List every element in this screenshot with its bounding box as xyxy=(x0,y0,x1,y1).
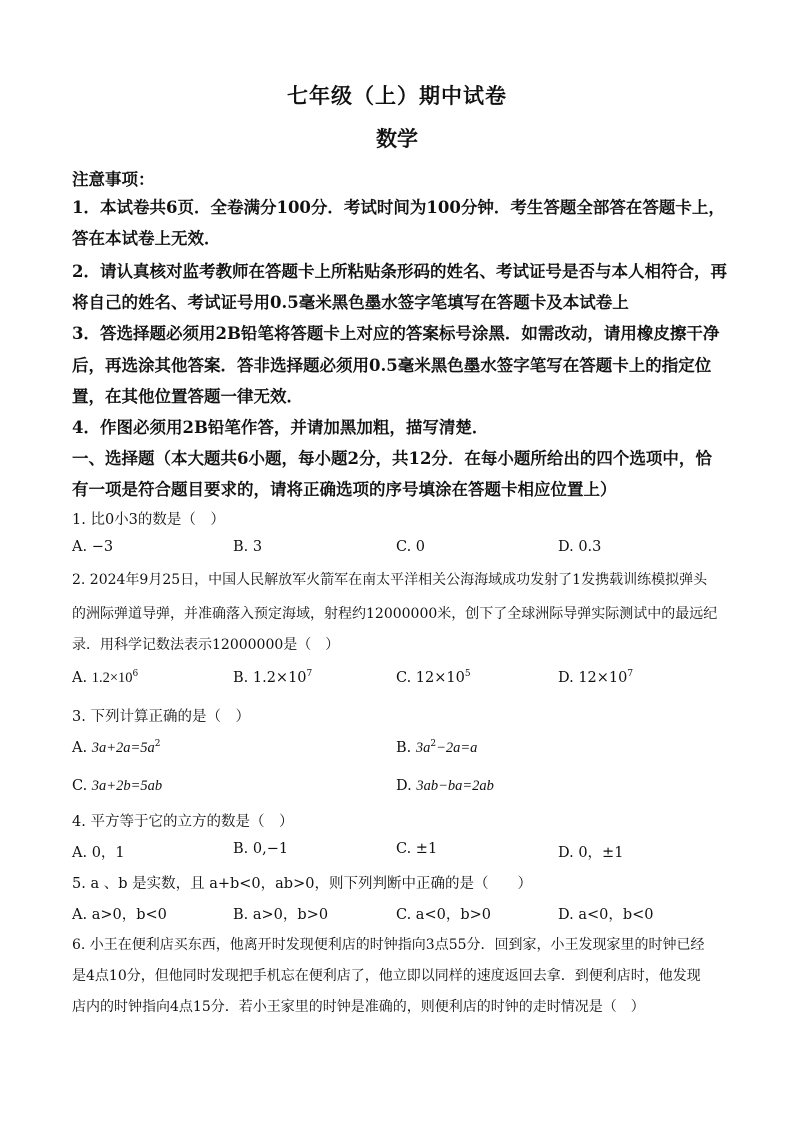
question-2-stem: 2. 2024年9月25日，中国人民解放军火箭军在南太平洋相关公海海域成功发射了1发携载训练模拟弹头 xyxy=(72,572,708,588)
question-2-stem: 录．用科学记数法表示12000000是（ ） xyxy=(72,637,340,653)
q2-option-d xyxy=(558,669,633,686)
notice-line: 置，在其他位置答题一律无效． xyxy=(72,387,303,406)
q2-option-b-label: B. xyxy=(233,670,249,686)
question-3-stem: 3. 下列计算正确的是（ ） xyxy=(72,709,250,725)
q3-option-b-expr-post: −2a=a xyxy=(436,740,478,756)
question-6-stem: 6. 小王在便利店买东西，他离开时发现便利店的时钟指向3点55分．回到家，小王发现家里的时钟已经 xyxy=(72,937,705,953)
q3-option-a-label: A. xyxy=(72,740,88,756)
q2-option-d-exp: 7 xyxy=(627,669,634,679)
notice-heading: 注意事项： xyxy=(72,170,155,189)
q3-option-b xyxy=(396,739,477,757)
q3-option-c xyxy=(72,778,162,795)
q3-option-a xyxy=(72,739,161,757)
q3-option-c-expr: 3a+2b=5ab xyxy=(91,778,163,794)
q3-option-d xyxy=(396,778,494,795)
q2-option-b-base: 1.2×10 xyxy=(252,670,307,686)
q2-option-b xyxy=(233,669,312,686)
question-6-stem: 是4点10分，但他同时发现把手机忘在便利店了，他立即以同样的速度返回去拿．到便利店时，他发现 xyxy=(72,968,701,984)
q3-option-a-expr: 3a+2a=5a xyxy=(91,740,155,756)
q3-option-c-label: C. xyxy=(72,778,88,794)
notice-line: 后，再选涂其他答案．答非选择题必须用0.5毫米黑色墨水签字笔写在答题卡上的指定位 xyxy=(72,356,712,375)
q3-option-d-expr: 3ab−ba=2ab xyxy=(416,778,494,794)
q2-option-d-base: 12×10 xyxy=(578,670,628,686)
question-4-stem: 4. 平方等于它的立方的数是（ ） xyxy=(72,814,294,830)
notice-line: 2．请认真核对监考教师在答题卡上所粘贴条形码的姓名、考试证号是否与本人相符合，再 xyxy=(72,262,727,281)
q2-option-b-exp: 7 xyxy=(306,669,313,679)
q4-option-b: B. 0,−1 xyxy=(233,841,289,857)
q2-option-d-label: D. xyxy=(558,670,574,686)
q2-option-c-base: 12×10 xyxy=(415,670,465,686)
q1-option-c: C. 0 xyxy=(396,539,426,555)
q4-option-c: C. ±1 xyxy=(396,841,438,857)
exam-title: 七年级（上）期中试卷 xyxy=(287,83,507,108)
q1-option-a: A. −3 xyxy=(72,539,114,555)
q2-option-a xyxy=(72,669,138,687)
question-5-stem: 5. a 、b 是实数，且 a+b<0，ab>0，则下列判断中正确的是（ ） xyxy=(72,876,532,892)
q2-option-a-label: A. xyxy=(72,670,88,686)
q3-option-b-expr-pre: 3a xyxy=(415,740,431,756)
q1-option-b: B. 3 xyxy=(233,539,263,555)
q2-option-c-label: C. xyxy=(396,670,412,686)
notice-line: 1．本试卷共6页．全卷满分100分．考试时间为100分钟．考生答题全部答在答题卡上， xyxy=(72,198,725,217)
q3-option-b-label: B. xyxy=(396,740,412,756)
q2-option-a-exp: 6 xyxy=(132,669,139,679)
q5-option-b: B. a>0，b>0 xyxy=(233,907,329,923)
q5-option-c: C. a<0，b>0 xyxy=(396,907,491,923)
q3-option-a-exp: 2 xyxy=(154,739,161,749)
section-heading: 有一项是符合题目要求的，请将正确选项的序号填涂在答题卡相应位置上） xyxy=(72,480,617,499)
q5-option-a: A. a>0，b<0 xyxy=(72,907,167,923)
question-2-stem: 的洲际弹道导弹，并准确落入预定海域，射程约12000000米，创下了全球洲际导弹实际测试中的最远纪 xyxy=(72,606,718,622)
q2-option-a-base: 1.2×10 xyxy=(91,670,133,686)
q2-option-c-exp: 5 xyxy=(464,669,471,679)
section-heading: 一、选择题（本大题共6小题，每小题2分，共12分．在每小题所给出的四个选项中，恰 xyxy=(72,449,712,468)
notice-line: 4．作图必须用2B铅笔作答，并请加黑加粗，描写清楚． xyxy=(72,418,489,437)
q1-option-d: D. 0.3 xyxy=(558,539,602,555)
q2-option-c xyxy=(396,669,471,686)
q4-option-a: A. 0，1 xyxy=(72,845,125,861)
question-1-stem: 1. 比0小3的数是（ ） xyxy=(72,512,225,528)
question-6-stem: 店内的时钟指向4点15分．若小王家里的时钟是准确的，则便利店的时钟的走时情况是（ ） xyxy=(72,999,645,1015)
q4-option-d: D. 0，±1 xyxy=(558,845,624,861)
subject-title: 数学 xyxy=(376,126,418,151)
q3-option-b-exp: 2 xyxy=(430,739,437,749)
q5-option-d: D. a<0，b<0 xyxy=(558,907,654,923)
notice-line: 答在本试卷上无效． xyxy=(72,229,221,248)
notice-line: 3．答选择题必须用2B铅笔将答题卡上对应的答案标号涂黑．如需改动，请用橡皮擦干净 xyxy=(72,324,720,343)
q3-option-d-label: D. xyxy=(396,778,412,794)
notice-line: 将自己的姓名、考试证号用0.5毫米黑色墨水签字笔填写在答题卡及本试卷上 xyxy=(72,293,629,312)
